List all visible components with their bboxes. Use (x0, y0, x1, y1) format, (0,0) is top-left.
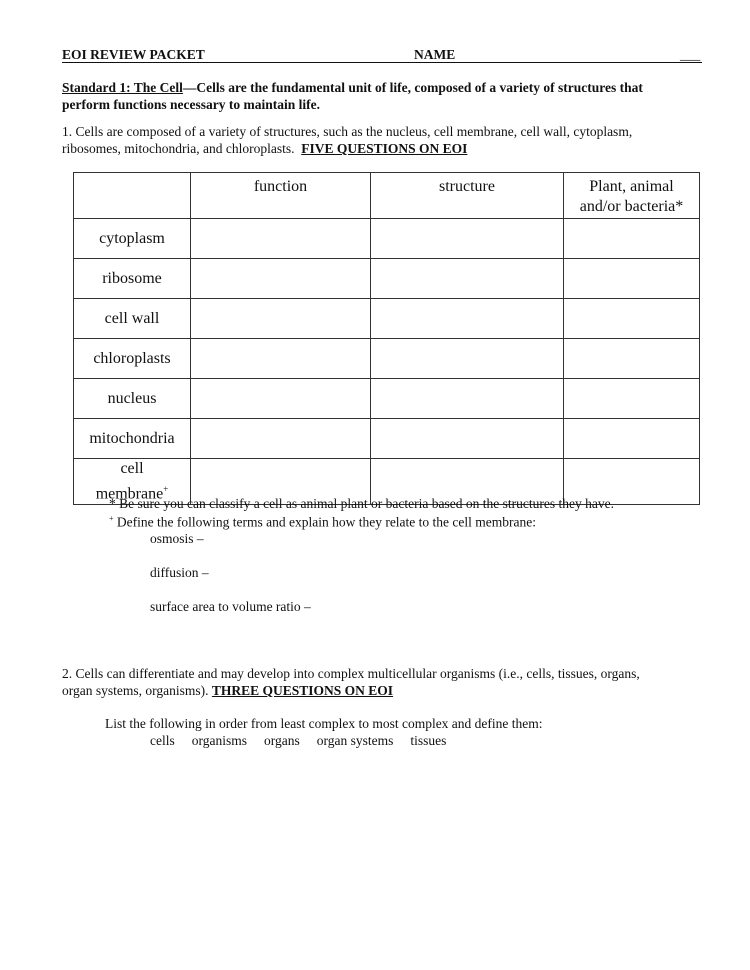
row-label-line2: membrane (95, 485, 164, 503)
standard-text-2: perform functions necessary to maintain life. (62, 97, 320, 112)
item-tissues: tissues (410, 733, 447, 748)
answer-cell[interactable] (191, 419, 371, 459)
standard-text: —Cells are the fundamental unit of life, composed of a variety of structures that (182, 80, 643, 95)
row-label-line1: cell (120, 460, 144, 477)
answer-cell[interactable] (371, 299, 564, 339)
row-label: cell wall (74, 299, 191, 339)
row-label: nucleus (74, 379, 191, 419)
note-define-text: Define the following terms and explain how they relate to the cell membrane: (113, 514, 536, 530)
standard-heading (62, 80, 643, 96)
header-underline (62, 62, 702, 63)
q1-text: ribosomes, mitochondria, and chloroplasts. (62, 141, 295, 156)
answer-cell[interactable] (564, 419, 700, 459)
q2-text: organ systems, organisms). (62, 683, 209, 698)
item-organs: organs (264, 733, 300, 748)
answer-cell[interactable] (371, 219, 564, 259)
answer-cell[interactable] (191, 259, 371, 299)
term-surface-area: surface area to volume ratio – (150, 599, 311, 614)
table-row (74, 339, 700, 379)
item-cells: cells (150, 733, 175, 748)
q2-line2 (62, 683, 393, 699)
item-organisms: organisms (191, 733, 248, 748)
table-row (74, 299, 700, 339)
header-function: function (191, 173, 371, 219)
item-organ-systems: organ systems (316, 733, 394, 748)
answer-cell[interactable] (564, 379, 700, 419)
answer-cell[interactable] (371, 419, 564, 459)
answer-cell[interactable] (564, 299, 700, 339)
header-structure: structure (371, 173, 564, 219)
q1-emphasis: FIVE QUESTIONS ON EOI (301, 141, 468, 156)
row-label: cytoplasm (74, 219, 191, 259)
row-label: chloroplasts (74, 339, 191, 379)
row-label: ribosome (74, 259, 191, 299)
answer-cell[interactable] (564, 259, 700, 299)
term-osmosis: osmosis – (150, 531, 204, 546)
superscript: + (109, 514, 114, 523)
name-label: NAME (414, 47, 456, 62)
q1-line1: 1. Cells are composed of a variety of structures, such as the nucleus, cell membrane, cell wall, cytoplasm, (62, 124, 633, 139)
q2-emphasis: THREE QUESTIONS ON EOI (211, 683, 394, 698)
name-blank[interactable]: ___ (680, 47, 701, 62)
standard-label: Standard 1: The Cell (62, 80, 183, 95)
answer-cell[interactable] (371, 339, 564, 379)
header-blank (74, 173, 191, 219)
header-classification-line1: Plant, animal (589, 178, 674, 195)
term-diffusion: diffusion – (150, 565, 209, 580)
superscript: + (163, 484, 169, 494)
note-classify: * Be sure you can classify a cell as animal plant or bacteria based on the structures they have. (109, 496, 614, 511)
note-define (109, 514, 536, 531)
header-classification (564, 173, 700, 219)
answer-cell[interactable] (191, 339, 371, 379)
answer-cell[interactable] (191, 299, 371, 339)
table-row (74, 259, 700, 299)
table-row (74, 379, 700, 419)
answer-cell[interactable] (191, 379, 371, 419)
answer-cell[interactable] (371, 259, 564, 299)
header-classification-line2: and/or bacteria* (579, 198, 684, 215)
answer-cell[interactable] (564, 219, 700, 259)
answer-cell[interactable] (371, 379, 564, 419)
row-label: mitochondria (74, 419, 191, 459)
cell-structures-table (73, 172, 700, 505)
table-row (74, 219, 700, 259)
q2-instruction: List the following in order from least complex to most complex and define them: (105, 716, 543, 731)
q2-line1: 2. Cells can differentiate and may develop into complex multicellular organisms (i.e., cells, tissues, organs, (62, 666, 640, 681)
packet-title: EOI REVIEW PACKET (62, 47, 205, 62)
q2-items (150, 733, 446, 749)
answer-cell[interactable] (191, 219, 371, 259)
q1-line2 (62, 141, 467, 157)
answer-cell[interactable] (564, 339, 700, 379)
table-row (74, 419, 700, 459)
